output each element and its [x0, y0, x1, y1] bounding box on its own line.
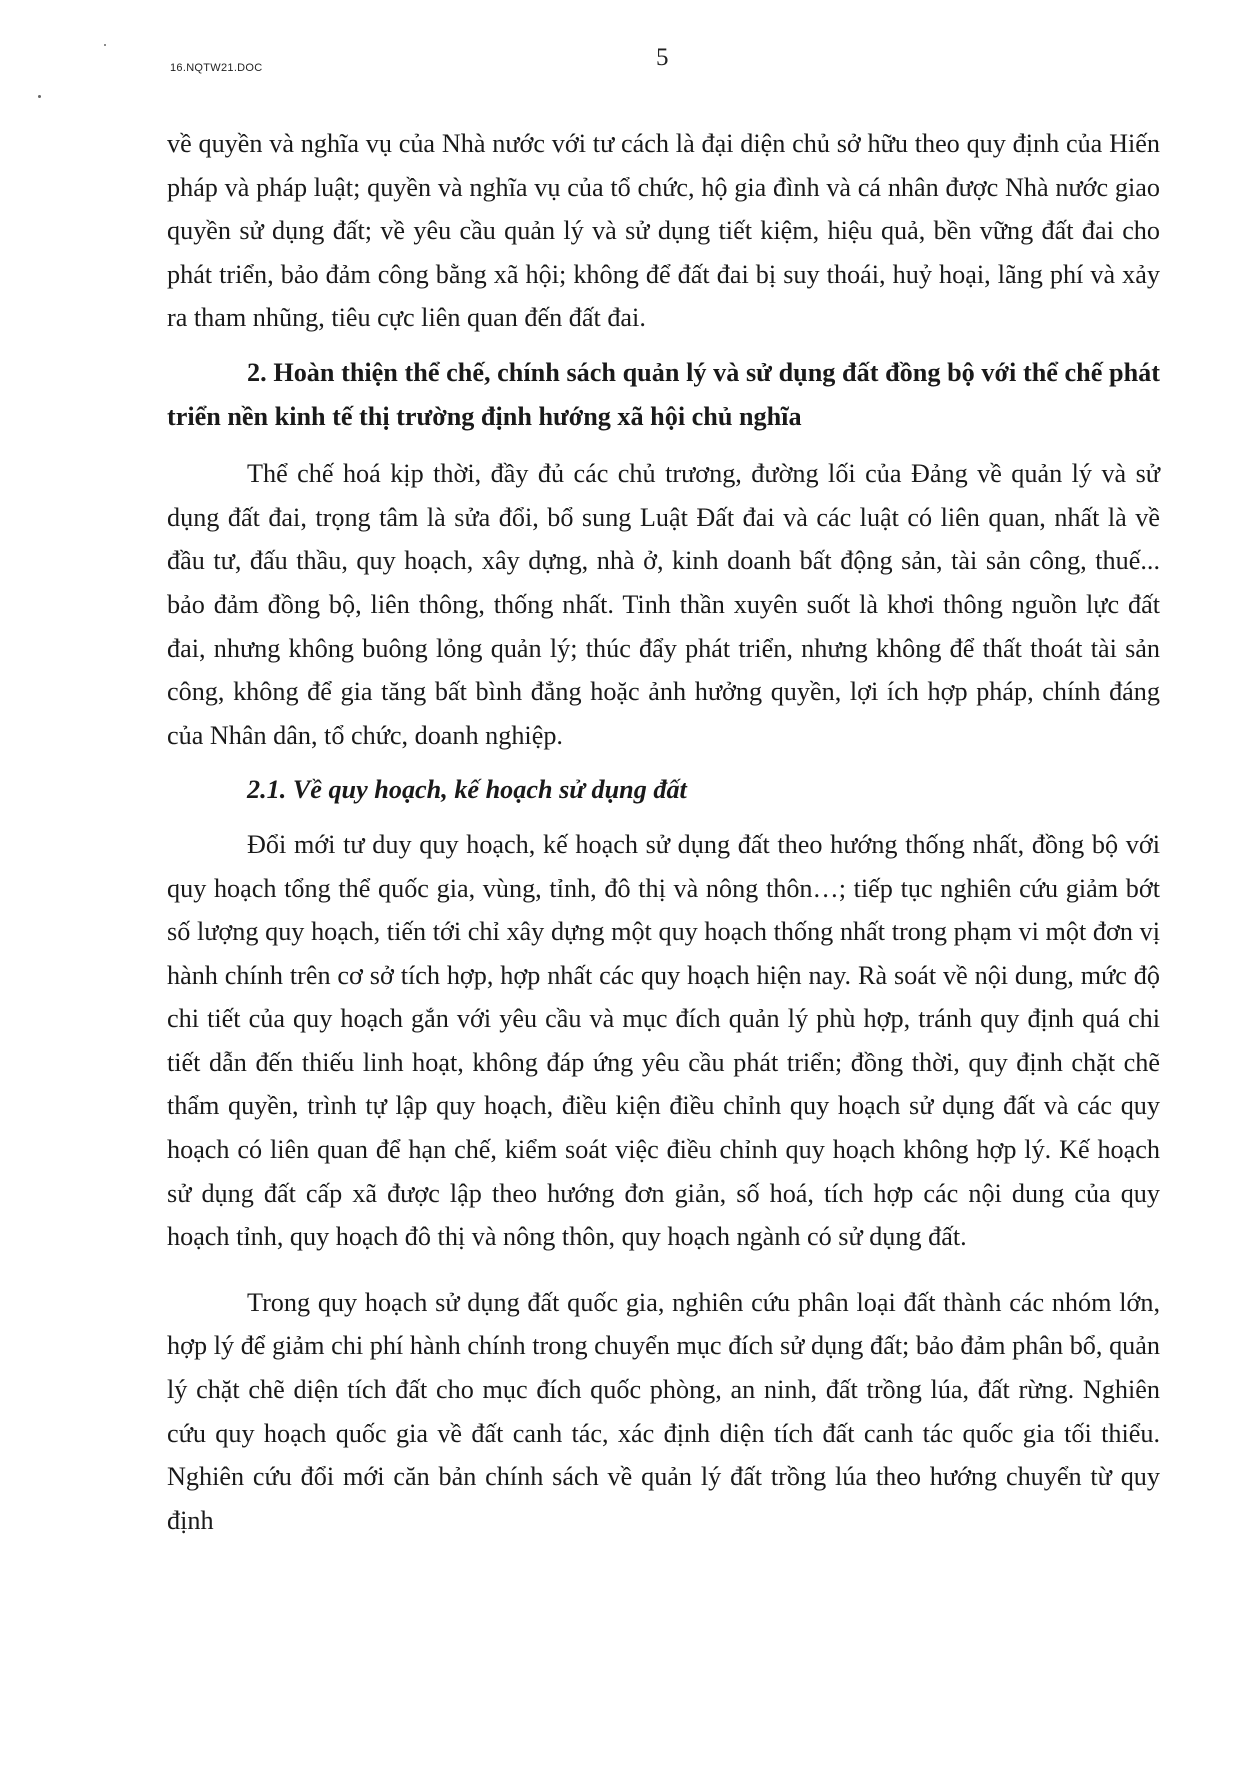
- paragraph-continuation: về quyền và nghĩa vụ của Nhà nước với tư cách là đại diện chủ sở hữu theo quy định của Hiến pháp và pháp luật; quyền và nghĩa vụ của tổ chức, hộ gia đình và cá nhân được Nhà nước giao quyền sử dụng đất; về yêu cầu quản lý và sử dụng tiết kiệm, hiệu quả, bền vững đất đai cho phát triển, bảo đảm công bằng xã hội; không để đất đai bị suy thoái, huỷ hoại, lãng phí và xảy ra tham nhũng, tiêu cực liên quan đến đất đai.: [167, 129, 1160, 333]
- body-paragraph: Đổi mới tư duy quy hoạch, kế hoạch sử dụng đất theo hướng thống nhất, đồng bộ với quy hoạch tổng thể quốc gia, vùng, tỉnh, đô thị và nông thôn…; tiếp tục nghiên cứu giảm bớt số lượng quy hoạch, tiến tới chỉ xây dựng một quy hoạch thống nhất trong phạm vi một đơn vị hành chính trên cơ sở tích hợp, hợp nhất các quy hoạch hiện nay. Rà soát về nội dung, mức độ chi tiết của quy hoạch gắn với yêu cầu và mục đích quản lý phù hợp, tránh quy định quá chi tiết dẫn đến thiếu linh hoạt, không đáp ứng yêu cầu phát triển; đồng thời, quy định chặt chẽ thẩm quyền, trình tự lập quy hoạch, điều kiện điều chỉnh quy hoạch sử dụng đất và các quy hoạch có liên quan để hạn chế, kiểm soát việc điều chỉnh quy hoạch không hợp lý. Kế hoạch sử dụng đất cấp xã được lập theo hướng đơn giản, số hoá, tích hợp các nội dung của quy hoạch tỉnh, quy hoạch đô thị và nông thôn, quy hoạch ngành có sử dụng đất.: [167, 829, 1160, 1252]
- section-heading: 2. Hoàn thiện thể chế, chính sách quản lý và sử dụng đất đồng bộ với thể chế phát triển nền kinh tế thị trường định hướng xã hội chủ nghĩa: [167, 357, 1160, 431]
- document-body: [167, 122, 1160, 1542]
- page-number: 5: [656, 44, 669, 71]
- file-name: 16.NQTW21.DOC: [170, 62, 263, 74]
- body-paragraph: Thể chế hoá kịp thời, đầy đủ các chủ trương, đường lối của Đảng về quản lý và sử dụng đất đai, trọng tâm là sửa đổi, bổ sung Luật Đất đai và các luật có liên quan, nhất là về đầu tư, đấu thầu, quy hoạch, xây dựng, nhà ở, kinh doanh bất động sản, tài sản công, thuế... bảo đảm đồng bộ, liên thông, thống nhất. Tinh thần xuyên suốt là khơi thông nguồn lực đất đai, nhưng không buông lỏng quản lý; thúc đẩy phát triển, nhưng không để thất thoát tài sản công, không để gia tăng bất bình đẳng hoặc ảnh hưởng quyền, lợi ích hợp pháp, chính đáng của Nhân dân, tổ chức, doanh nghiệp.: [167, 459, 1160, 750]
- body-paragraph: Trong quy hoạch sử dụng đất quốc gia, nghiên cứu phân loại đất thành các nhóm lớn, hợp lý để giảm chi phí hành chính trong chuyển mục đích sử dụng đất; bảo đảm phân bổ, quản lý chặt chẽ diện tích đất cho mục đích quốc phòng, an ninh, đất trồng lúa, đất rừng. Nghiên cứu quy hoạch quốc gia về đất canh tác, xác định diện tích đất canh tác quốc gia tối thiểu. Nghiên cứu đổi mới căn bản chính sách về quản lý đất trồng lúa theo hướng chuyển từ quy định: [167, 1287, 1160, 1535]
- scan-speck: [38, 95, 41, 98]
- subsection-heading: 2.1. Về quy hoạch, kế hoạch sử dụng đất: [247, 775, 687, 805]
- scan-speck: [104, 44, 106, 46]
